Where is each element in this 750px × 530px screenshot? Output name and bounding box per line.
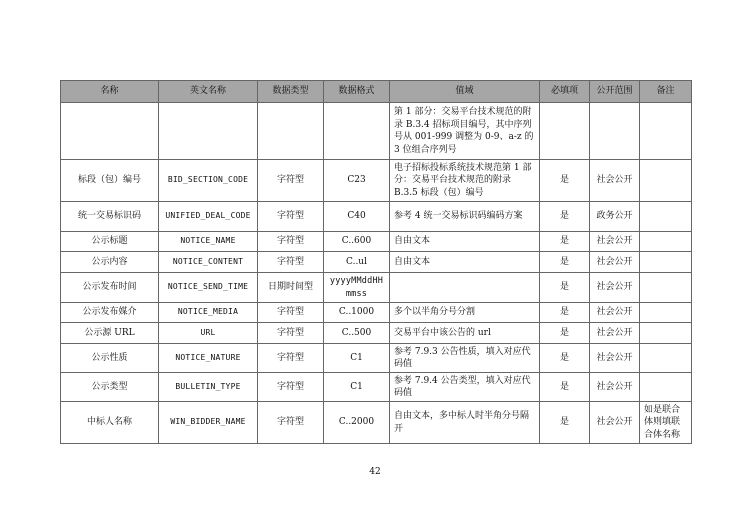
table-row (61, 323, 692, 344)
cell-disclosure-scope: 社会公开 (590, 402, 640, 444)
cell-value-domain: 自由文本，多中标人时半角分号隔开 (390, 402, 540, 444)
cell-remarks (640, 373, 692, 402)
cell-data-format: C40 (324, 202, 390, 232)
cell-data-format: C..2000 (324, 402, 390, 444)
cell-data-type: 字符型 (258, 373, 324, 402)
cell-required: 是 (540, 202, 590, 232)
cell-data-type: 字符型 (258, 232, 324, 252)
table-row (61, 252, 692, 273)
cell-data-format: C..1000 (324, 303, 390, 323)
cell-data-format: C..ul (324, 252, 390, 273)
table-row (61, 303, 692, 323)
cell-english-name: NOTICE_SEND_TIME (159, 273, 258, 303)
cell-english-name: WIN_BIDDER_NAME (159, 402, 258, 444)
cell-disclosure-scope: 社会公开 (590, 373, 640, 402)
cell-disclosure-scope (590, 103, 640, 160)
header-required: 必填项 (540, 81, 590, 103)
cell-required: 是 (540, 373, 590, 402)
table-row (61, 202, 692, 232)
cell-name: 公示性质 (61, 344, 159, 373)
cell-name: 公示发布时间 (61, 273, 159, 303)
cell-required: 是 (540, 344, 590, 373)
cell-english-name: UNIFIED_DEAL_CODE (159, 202, 258, 232)
cell-english-name: NOTICE_NAME (159, 232, 258, 252)
cell-disclosure-scope: 社会公开 (590, 344, 640, 373)
cell-data-format: C..500 (324, 323, 390, 344)
cell-data-format: C23 (324, 160, 390, 202)
cell-name: 标段（包）编号 (61, 160, 159, 202)
table-row (61, 402, 692, 444)
cell-required: 是 (540, 252, 590, 273)
cell-remarks (640, 232, 692, 252)
cell-data-type: 字符型 (258, 202, 324, 232)
cell-disclosure-scope: 政务公开 (590, 202, 640, 232)
cell-data-type: 字符型 (258, 344, 324, 373)
cell-remarks (640, 273, 692, 303)
cell-english-name: NOTICE_NATURE (159, 344, 258, 373)
page-number: 42 (369, 467, 381, 477)
data-element-table (60, 80, 692, 444)
cell-name: 公示标题 (61, 232, 159, 252)
cell-value-domain: 参考 7.9.3 公告性质，填入对应代码值 (390, 344, 540, 373)
cell-value-domain: 自由文本 (390, 232, 540, 252)
table-row (61, 373, 692, 402)
cell-disclosure-scope: 社会公开 (590, 323, 640, 344)
table-row (61, 344, 692, 373)
cell-name: 公示类型 (61, 373, 159, 402)
cell-disclosure-scope: 社会公开 (590, 252, 640, 273)
cell-value-domain: 参考 7.9.4 公告类型，填入对应代码值 (390, 373, 540, 402)
cell-remarks (640, 103, 692, 160)
cell-remarks: 如是联合体则填联合体名称 (640, 402, 692, 444)
table-row (61, 160, 692, 202)
cell-remarks (640, 344, 692, 373)
cell-remarks (640, 202, 692, 232)
table-header-row (61, 81, 692, 103)
cell-data-format: C1 (324, 344, 390, 373)
table-row (61, 103, 692, 160)
cell-data-type (258, 103, 324, 160)
cell-data-type: 字符型 (258, 303, 324, 323)
cell-value-domain (390, 273, 540, 303)
cell-value-domain: 多个以半角分号分割 (390, 303, 540, 323)
cell-remarks (640, 323, 692, 344)
cell-name: 公示发布媒介 (61, 303, 159, 323)
cell-required: 是 (540, 160, 590, 202)
cell-data-type: 字符型 (258, 402, 324, 444)
cell-remarks (640, 160, 692, 202)
cell-disclosure-scope: 社会公开 (590, 232, 640, 252)
cell-disclosure-scope: 社会公开 (590, 303, 640, 323)
header-english-name: 英文名称 (159, 81, 258, 103)
cell-name: 统一交易标识码 (61, 202, 159, 232)
cell-data-format: C..600 (324, 232, 390, 252)
cell-english-name: URL (159, 323, 258, 344)
cell-data-format (324, 103, 390, 160)
cell-data-format: yyyyMMddHHmmss (324, 273, 390, 303)
cell-data-type: 字符型 (258, 160, 324, 202)
cell-name: 公示内容 (61, 252, 159, 273)
header-value-domain: 值域 (390, 81, 540, 103)
header-data-type: 数据类型 (258, 81, 324, 103)
cell-data-type: 字符型 (258, 252, 324, 273)
cell-name (61, 103, 159, 160)
cell-english-name (159, 103, 258, 160)
table-row (61, 232, 692, 252)
cell-english-name: BID_SECTION_CODE (159, 160, 258, 202)
cell-remarks (640, 252, 692, 273)
cell-required: 是 (540, 323, 590, 344)
cell-value-domain: 自由文本 (390, 252, 540, 273)
cell-value-domain: 参考 4 统一交易标识码编码方案 (390, 202, 540, 232)
cell-remarks (640, 303, 692, 323)
cell-required: 是 (540, 232, 590, 252)
cell-value-domain: 交易平台中该公告的 url (390, 323, 540, 344)
header-disclosure-scope: 公开范围 (590, 81, 640, 103)
cell-data-type: 字符型 (258, 323, 324, 344)
header-data-format: 数据格式 (324, 81, 390, 103)
cell-data-format: C1 (324, 373, 390, 402)
header-remarks: 备注 (640, 81, 692, 103)
cell-required (540, 103, 590, 160)
cell-disclosure-scope: 社会公开 (590, 160, 640, 202)
header-name: 名称 (61, 81, 159, 103)
table-row (61, 273, 692, 303)
cell-required: 是 (540, 303, 590, 323)
cell-disclosure-scope: 社会公开 (590, 273, 640, 303)
cell-required: 是 (540, 402, 590, 444)
cell-data-type: 日期时间型 (258, 273, 324, 303)
cell-required: 是 (540, 273, 590, 303)
cell-english-name: BULLETIN_TYPE (159, 373, 258, 402)
cell-name: 公示源 URL (61, 323, 159, 344)
cell-value-domain: 第 1 部分：交易平台技术规范的附录 B.3.4 招标项目编号，其中序列号从 001-999 调整为 0-9、a-z 的 3 位组合序列号 (390, 103, 540, 160)
cell-english-name: NOTICE_CONTENT (159, 252, 258, 273)
cell-english-name: NOTICE_MEDIA (159, 303, 258, 323)
cell-value-domain: 电子招标投标系统技术规范第 1 部分：交易平台技术规范的附录 B.3.5 标段（包）编号 (390, 160, 540, 202)
cell-name: 中标人名称 (61, 402, 159, 444)
